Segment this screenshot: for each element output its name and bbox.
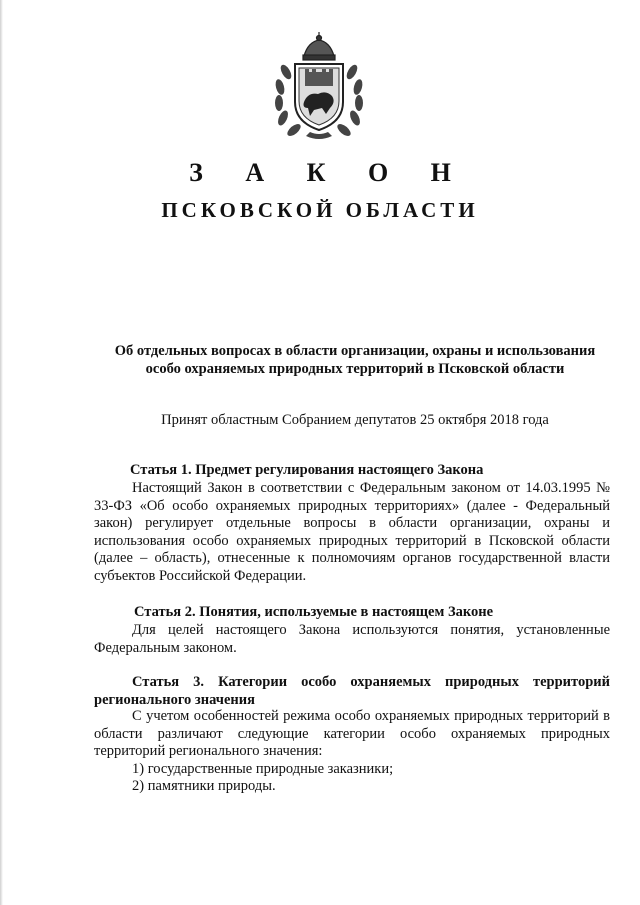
article-3-title: Статья 3. Категории особо охраняемых природных территорий регионального значения <box>94 674 610 708</box>
law-heading-line1: Об отдельных вопросах в области организации, охраны и использования <box>114 343 596 359</box>
scan-edge <box>0 0 3 905</box>
article-2-title: Статья 2. Понятия, используемые в настоящем Законе <box>134 604 494 620</box>
list-item: 1) государственные природные заказники; <box>132 760 394 777</box>
shield-icon <box>295 64 343 130</box>
adoption-note: Принят областным Собранием депутатов 25 октября 2018 года <box>161 412 549 428</box>
crown-icon <box>303 32 335 60</box>
article-3-text: С учетом особенностей режима особо охраняемых природных территорий в области различают следующие категории особо охраняемых природных территорий регионального значения: <box>94 708 610 760</box>
document-title: З А К О Н <box>189 158 469 187</box>
list-item: 2) памятники природы. <box>132 778 276 795</box>
document-subtitle: ПСКОВСКОЙ ОБЛАСТИ <box>161 198 479 222</box>
article-2-text: Для целей настоящего Закона используются понятия, установленные Федеральным законом. <box>94 622 610 656</box>
law-heading-line2: особо охраняемых природных территорий в Псковской области <box>145 361 565 377</box>
article-1-title: Статья 1. Предмет регулирования настоящего Закона <box>130 462 484 478</box>
law-heading <box>95 342 615 378</box>
article-3-body <box>94 708 610 796</box>
coat-of-arms-emblem <box>268 32 370 142</box>
article-1-text: Настоящий Закон в соответствии с Федеральным законом от 14.03.1995 № 33-ФЗ «Об особо охраняемых природных территориях» (далее - Федеральный закон) регулирует отдельные вопросы в области организации, охраны и использования особо охраняемых природных территорий в Псковской области (далее – область), отнесенные к полномочиям органов государственной власти субъектов Российской Федерации. <box>94 480 610 584</box>
